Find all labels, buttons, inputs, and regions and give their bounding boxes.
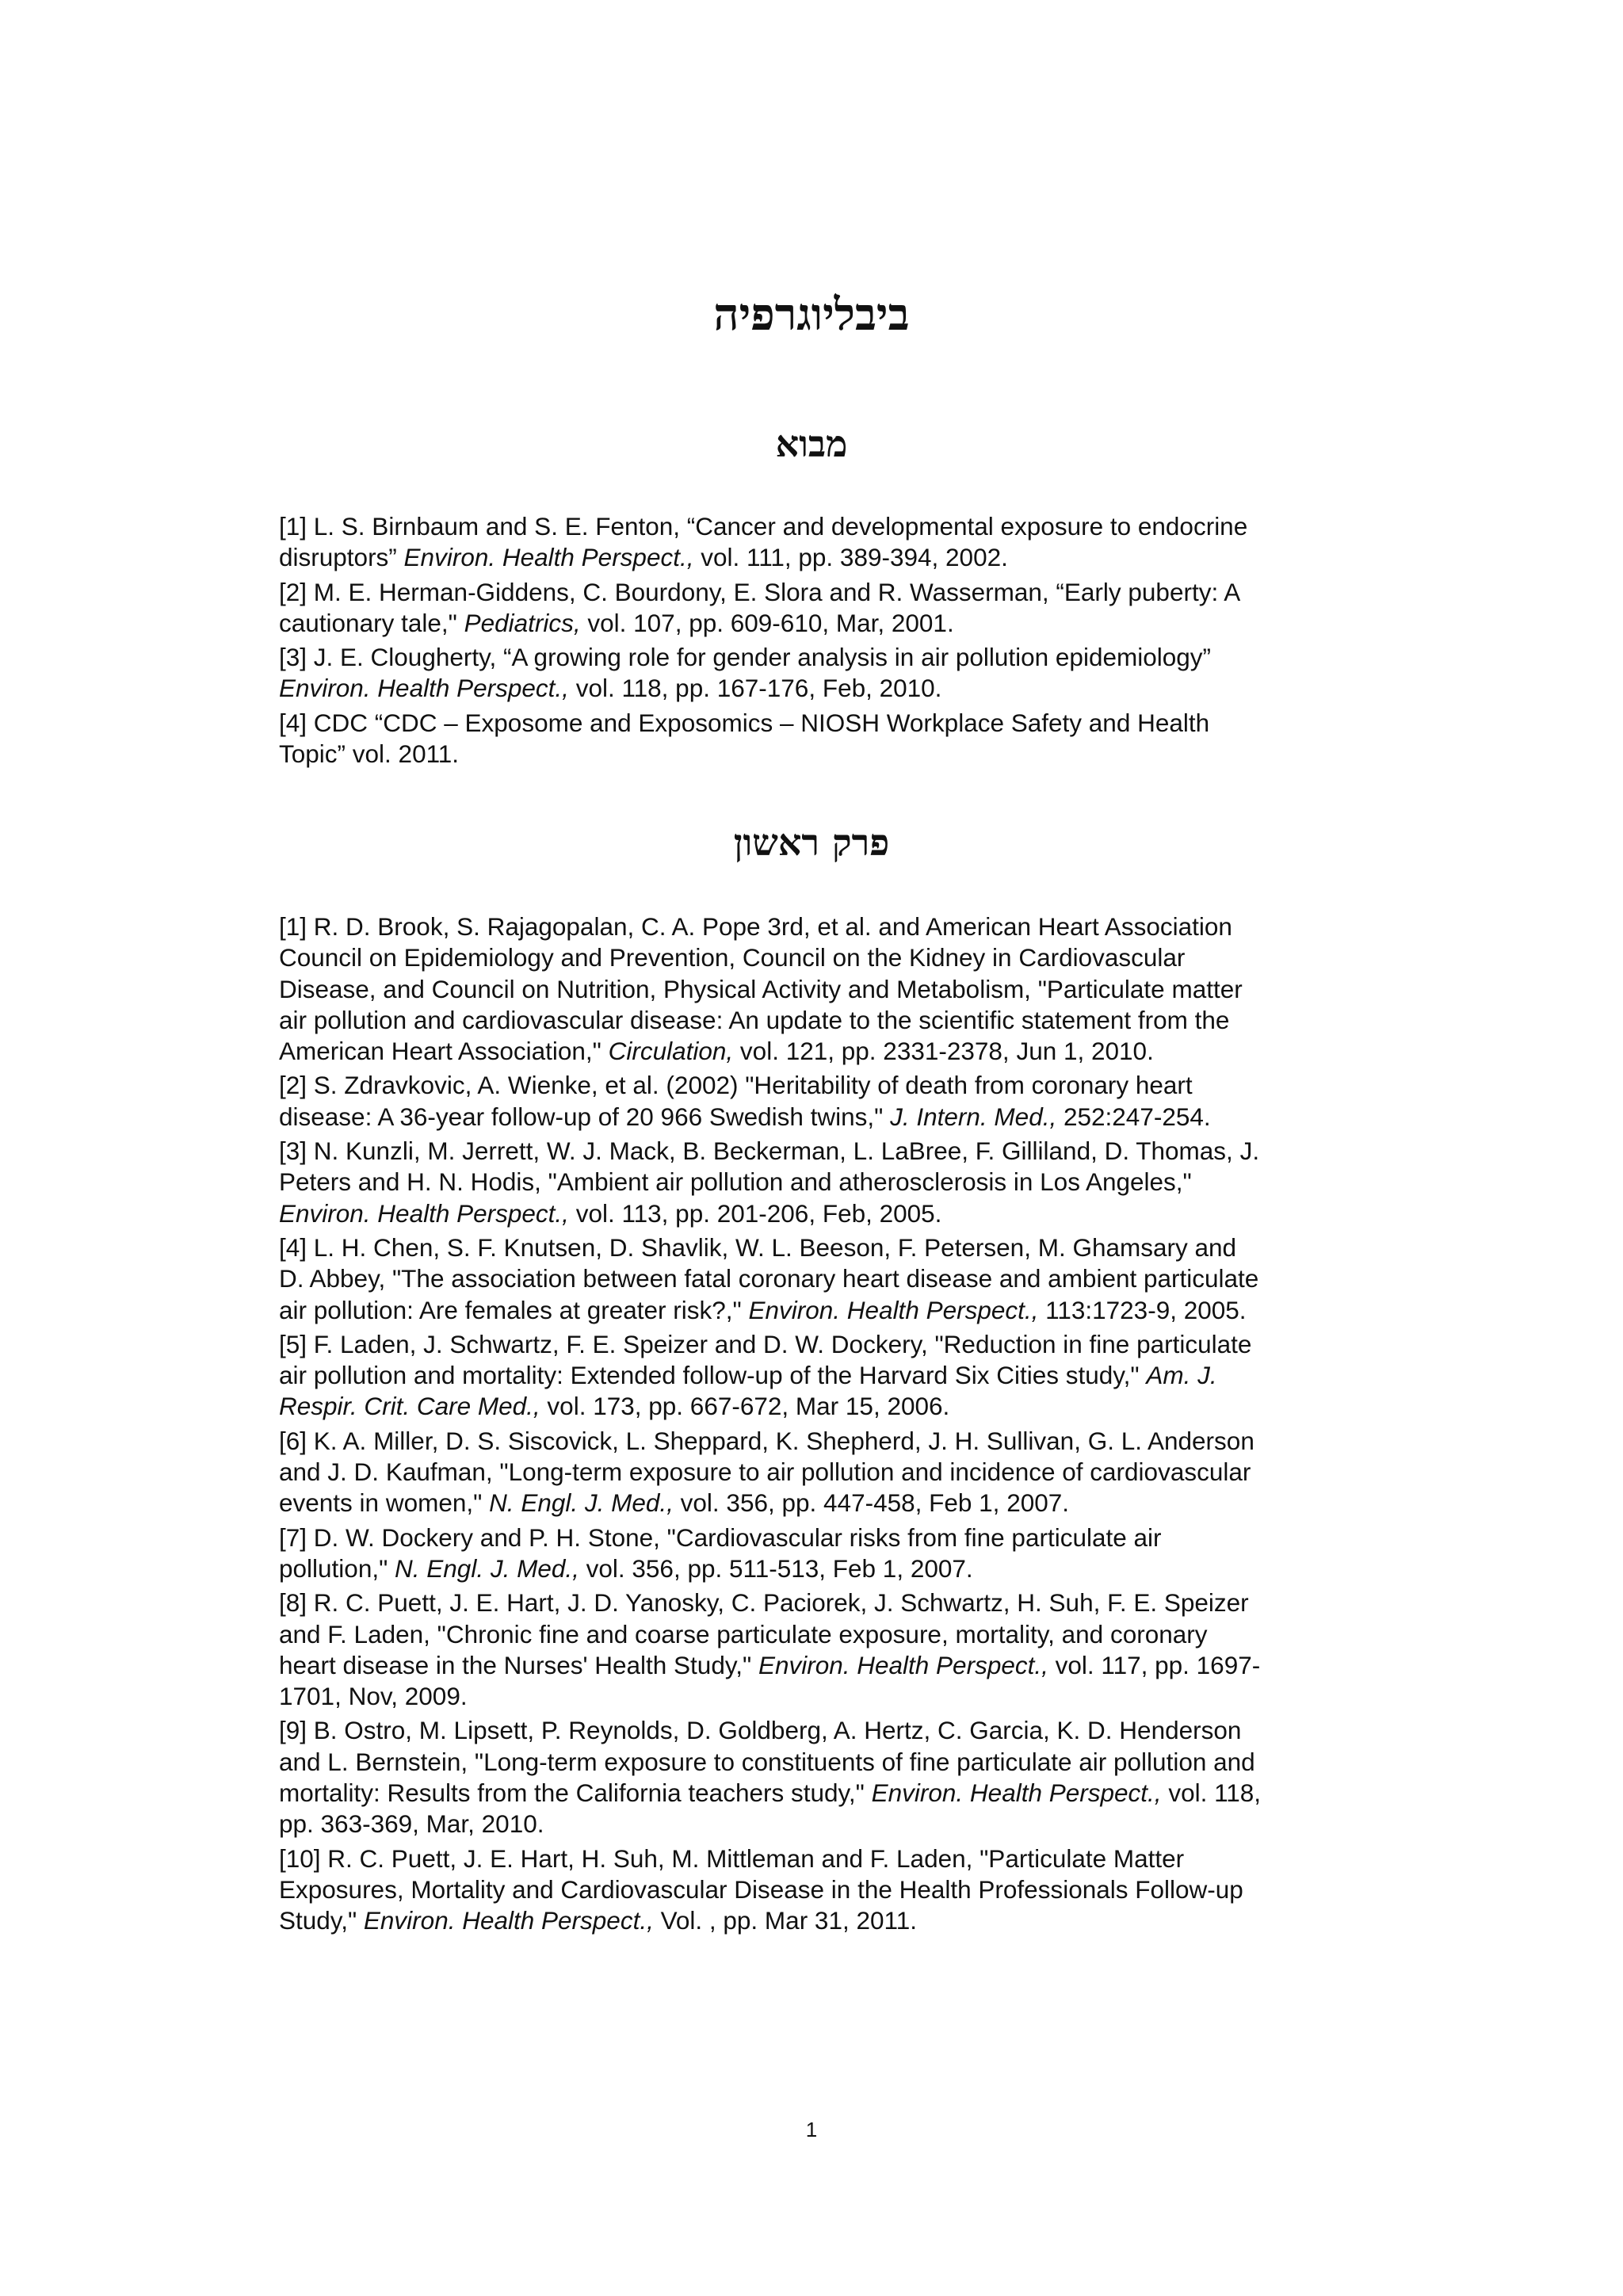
reference-entry <box>279 511 1353 574</box>
reference-entry <box>279 577 1353 640</box>
reference-text: [8] R. C. Puett, J. E. Hart, J. D. Yanosky, C. Paciorek, J. Schwartz, H. Suh, F. E. Speizer <box>279 1588 1249 1618</box>
reference-line <box>279 1070 1353 1101</box>
reference-line <box>279 1809 1353 1839</box>
reference-line <box>279 1715 1353 1746</box>
reference-entry <box>279 1426 1353 1519</box>
reference-text: cautionary tale," <box>279 608 464 637</box>
reference-text: mortality: Results from the California teachers study," <box>279 1778 872 1808</box>
journal-name: N. Engl. J. Med., <box>395 1553 579 1583</box>
journal-name: Environ. Health Perspect., <box>758 1650 1048 1679</box>
reference-line <box>279 942 1353 973</box>
reference-line <box>279 1167 1353 1198</box>
reference-entry <box>279 1136 1353 1229</box>
journal-name: Am. J. <box>1146 1361 1217 1390</box>
reference-line <box>279 1329 1353 1360</box>
reference-text: air pollution and cardiovascular disease: An update to the scientific statement from the <box>279 1005 1230 1034</box>
journal-name: Environ. Health Perspect., <box>279 674 569 703</box>
reference-entry <box>279 1843 1353 1937</box>
reference-line <box>279 974 1353 1005</box>
reference-line <box>279 1778 1353 1809</box>
reference-line <box>279 673 1353 704</box>
reference-text: Peters and H. N. Hodis, "Ambient air pollution and atherosclerosis in Los Angeles," <box>279 1167 1192 1197</box>
reference-text: vol. 113, pp. 201-206, Feb, 2005. <box>568 1198 942 1228</box>
reference-entry <box>279 1587 1353 1712</box>
reference-entry <box>279 642 1353 705</box>
reference-text: events in women," <box>279 1488 490 1518</box>
reference-line <box>279 1747 1353 1778</box>
reference-entry <box>279 1522 1353 1585</box>
reference-line <box>279 1650 1353 1681</box>
reference-text: vol. 121, pp. 2331-2378, Jun 1, 2010. <box>733 1037 1154 1066</box>
reference-line <box>279 1681 1353 1712</box>
page-number: 1 <box>805 2118 818 2141</box>
reference-text: [4] CDC “CDC – Exposome and Exposomics – NIOSH Workplace Safety and Health <box>279 708 1210 737</box>
reference-text: vol. 356, pp. 447-458, Feb 1, 2007. <box>673 1488 1070 1518</box>
reference-line <box>279 1198 1353 1229</box>
reference-text: [9] B. Ostro, M. Lipsett, P. Reynolds, D. Goldberg, A. Hertz, C. Garcia, K. D. Henderson <box>279 1716 1242 1745</box>
reference-entry <box>279 1715 1353 1839</box>
reference-line <box>279 608 1353 639</box>
reference-line <box>279 1619 1353 1650</box>
reference-entry <box>279 1232 1353 1326</box>
reference-line <box>279 739 1353 770</box>
reference-list-intro <box>279 511 1353 773</box>
reference-text: vol. 118, pp. 167-176, Feb, 2010. <box>568 674 942 703</box>
reference-text: heart disease in the Nurses' Health Study," <box>279 1650 758 1679</box>
reference-line <box>279 1457 1353 1488</box>
reference-list-chapter-one <box>279 911 1353 1940</box>
reference-text: vol. 173, pp. 667-672, Mar 15, 2006. <box>540 1392 950 1421</box>
reference-line <box>279 1232 1353 1263</box>
reference-line <box>279 577 1353 608</box>
reference-text: vol. 111, pp. 389-394, 2002. <box>693 543 1008 572</box>
reference-text: and L. Bernstein, "Long-term exposure to constituents of fine particulate air pollution and <box>279 1747 1255 1776</box>
journal-name: Environ. Health Perspect., <box>403 543 694 572</box>
reference-text: [3] N. Kunzli, M. Jerrett, W. J. Mack, B. Beckerman, L. LaBree, F. Gilliland, D. Thomas, J. <box>279 1137 1260 1166</box>
reference-text: vol. 118, <box>1161 1778 1262 1808</box>
reference-line <box>279 1391 1353 1422</box>
reference-text: air pollution: Are females at greater risk?," <box>279 1295 749 1324</box>
journal-name: Pediatrics, <box>464 608 581 637</box>
journal-name: Environ. Health Perspect., <box>748 1295 1039 1324</box>
reference-entry <box>279 1329 1353 1423</box>
reference-text: vol. 107, pp. 609-610, Mar, 2001. <box>580 608 954 637</box>
reference-text: American Heart Association," <box>279 1037 609 1066</box>
reference-text: Vol. , pp. Mar 31, 2011. <box>653 1906 917 1935</box>
reference-entry <box>279 708 1353 770</box>
reference-text: disruptors” <box>279 543 404 572</box>
reference-text: vol. 117, pp. 1697- <box>1048 1650 1261 1679</box>
reference-text: and J. D. Kaufman, "Long-term exposure to air pollution and incidence of cardiovascular <box>279 1457 1251 1487</box>
journal-name: Environ. Health Perspect., <box>363 1906 654 1935</box>
section-heading-intro: מבוא <box>775 422 848 465</box>
reference-line <box>279 1587 1353 1618</box>
reference-line <box>279 1136 1353 1167</box>
reference-text: [5] F. Laden, J. Schwartz, F. E. Speizer and D. W. Dockery, "Reduction in fine particulate <box>279 1329 1252 1358</box>
reference-text: [4] L. H. Chen, S. F. Knutsen, D. Shavlik, W. L. Beeson, F. Petersen, M. Ghamsary and <box>279 1232 1237 1262</box>
journal-name: Respir. Crit. Care Med., <box>279 1392 540 1421</box>
reference-text: Council on Epidemiology and Prevention, Council on the Kidney in Cardiovascular <box>279 943 1186 972</box>
reference-text: 252:247-254. <box>1056 1102 1211 1131</box>
reference-line <box>279 542 1353 573</box>
journal-name: Environ. Health Perspect., <box>279 1198 569 1228</box>
reference-line <box>279 511 1353 542</box>
reference-text: pp. 363-369, Mar, 2010. <box>279 1809 544 1839</box>
reference-text: [10] R. C. Puett, J. E. Hart, H. Suh, M. Mittleman and F. Laden, "Particulate Matter <box>279 1843 1185 1873</box>
reference-line <box>279 1905 1353 1936</box>
reference-line <box>279 1522 1353 1553</box>
reference-text: [7] D. W. Dockery and P. H. Stone, "Cardiovascular risks from fine particulate air <box>279 1522 1162 1552</box>
journal-name: N. Engl. J. Med., <box>489 1488 674 1518</box>
reference-line <box>279 1874 1353 1905</box>
reference-line <box>279 1295 1353 1326</box>
reference-entry <box>279 911 1353 1067</box>
reference-text: 1701, Nov, 2009. <box>279 1682 468 1711</box>
journal-name: Circulation, <box>608 1037 734 1066</box>
reference-text: vol. 356, pp. 511-513, Feb 1, 2007. <box>579 1553 973 1583</box>
journal-name: J. Intern. Med., <box>890 1102 1057 1131</box>
reference-line <box>279 1263 1353 1294</box>
reference-text: air pollution and mortality: Extended follow-up of the Harvard Six Cities study," <box>279 1361 1147 1390</box>
reference-text: pollution," <box>279 1553 395 1583</box>
reference-text: 113:1723-9, 2005. <box>1038 1295 1247 1324</box>
reference-text: [2] M. E. Herman-Giddens, C. Bourdony, E. Slora and R. Wasserman, “Early puberty: A <box>279 577 1241 606</box>
reference-line <box>279 1426 1353 1457</box>
reference-text: [1] R. D. Brook, S. Rajagopalan, C. A. Pope 3rd, et al. and American Heart Association <box>279 912 1232 941</box>
bibliography-title: ביבליוגרפיה <box>713 288 910 341</box>
reference-text: Study," <box>279 1906 364 1935</box>
reference-text: disease: A 36-year follow-up of 20 966 Swedish twins," <box>279 1102 891 1131</box>
reference-text: [2] S. Zdravkovic, A. Wienke, et al. (2002) "Heritability of death from coronary heart <box>279 1071 1193 1100</box>
journal-name: Environ. Health Perspect., <box>871 1778 1162 1808</box>
reference-line <box>279 1005 1353 1036</box>
reference-line <box>279 1036 1353 1067</box>
reference-text: [3] J. E. Clougherty, “A growing role for gender analysis in air pollution epidemiology” <box>279 643 1212 672</box>
reference-text: and F. Laden, "Chronic fine and coarse particulate exposure, mortality, and coronary <box>279 1619 1208 1648</box>
reference-line <box>279 1843 1353 1874</box>
reference-text: [6] K. A. Miller, D. S. Siscovick, L. Sheppard, K. Shepherd, J. H. Sullivan, G. L. Anderson <box>279 1426 1254 1455</box>
reference-line <box>279 1360 1353 1391</box>
reference-line <box>279 1553 1353 1584</box>
reference-line <box>279 642 1353 673</box>
reference-entry <box>279 1070 1353 1133</box>
reference-text: [1] L. S. Birnbaum and S. E. Fenton, “Cancer and developmental exposure to endocrine <box>279 512 1248 541</box>
reference-line <box>279 911 1353 942</box>
section-heading-chapter-one: פרק ראשון <box>733 821 890 864</box>
reference-text: D. Abbey, "The association between fatal coronary heart disease and ambient particulate <box>279 1264 1259 1293</box>
reference-line <box>279 1102 1353 1133</box>
reference-text: Disease, and Council on Nutrition, Physical Activity and Metabolism, "Particulate matter <box>279 974 1243 1003</box>
reference-text: Topic” vol. 2011. <box>279 739 460 769</box>
reference-text: Exposures, Mortality and Cardiovascular Disease in the Health Professionals Follow-up <box>279 1874 1243 1904</box>
reference-line <box>279 1488 1353 1519</box>
reference-line <box>279 708 1353 739</box>
